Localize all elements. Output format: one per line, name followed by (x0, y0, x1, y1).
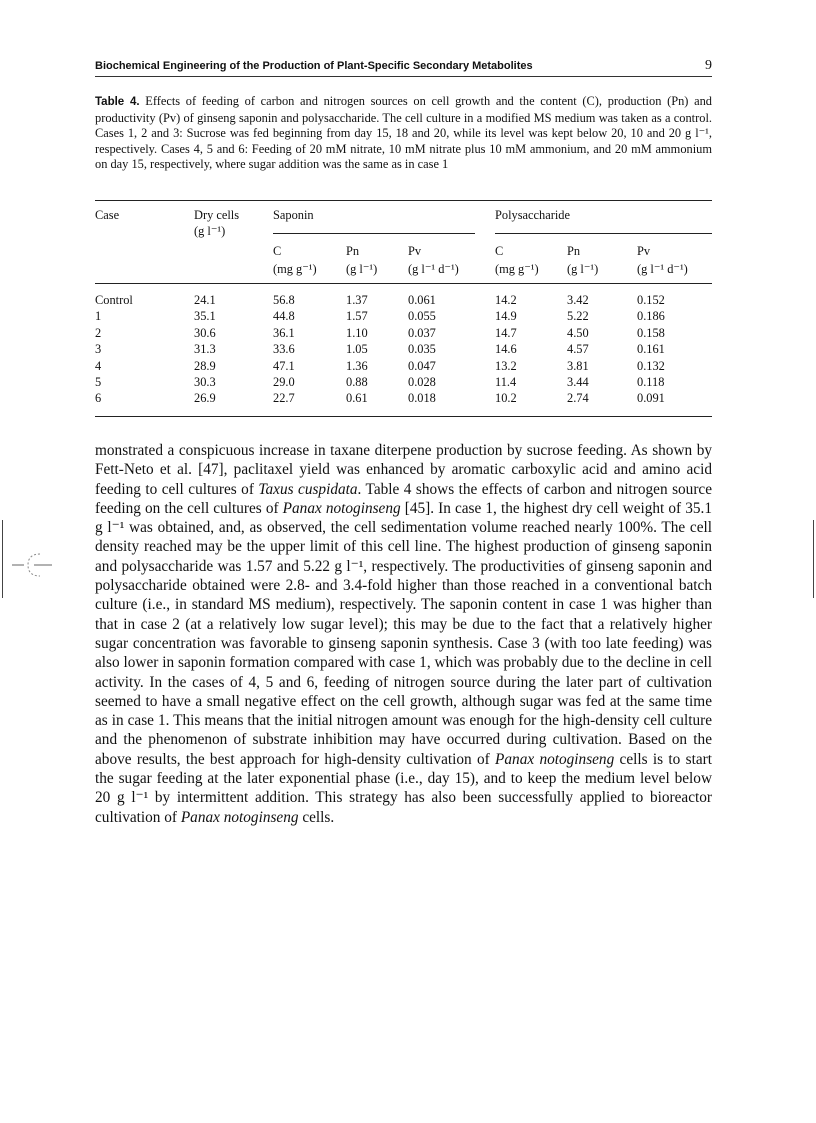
cell-dry-cells: 30.6 (194, 325, 216, 340)
cell-poly-pn: 3.42 (567, 293, 589, 307)
cell-poly-c: 14.9 (495, 309, 517, 324)
cell-poly-pv: 0.091 (637, 391, 665, 406)
cell-dry-cells: 31.3 (194, 342, 216, 357)
running-head (95, 58, 712, 76)
header-saponin-pn: Pn (346, 244, 360, 258)
saponin-rule (273, 233, 475, 234)
data-table (95, 292, 697, 407)
cell-saponin-pn: 1.10 (346, 325, 368, 340)
unit-poly-c: (mg g⁻¹) (495, 262, 539, 276)
cell-saponin-c: 47.1 (273, 358, 295, 373)
cell-saponin-pn: 1.37 (346, 293, 368, 307)
cell-poly-pv: 0.152 (637, 293, 665, 307)
cell-poly-pn: 2.74 (567, 391, 589, 406)
cell-poly-c: 13.2 (495, 358, 517, 373)
unit-saponin-c: (mg g⁻¹) (273, 262, 317, 276)
table-row (95, 325, 697, 341)
cell-poly-pv: 0.186 (637, 309, 665, 324)
species-name: Panax notoginseng (495, 750, 615, 768)
cell-case: 3 (95, 342, 102, 357)
cell-poly-pn: 3.44 (567, 375, 589, 390)
cell-case: 6 (95, 391, 102, 406)
table-row (95, 374, 697, 390)
table-row (95, 292, 697, 308)
polysaccharide-rule (495, 233, 712, 234)
body-text-run: monstrated a conspicuous increase in taxane diterpene production by sucrose feeding. As shown by Fett-Neto et al. [47], paclitaxel yield was enhanced by aromatic carboxylic acid and amino acid feeding to cell cultures of (95, 442, 712, 498)
cell-dry-cells: 28.9 (194, 358, 216, 373)
cell-saponin-c: 22.7 (273, 391, 295, 406)
cell-saponin-c: 36.1 (273, 325, 295, 340)
table-header-rule (95, 283, 712, 284)
crop-mark-icon (12, 548, 52, 578)
cell-case: 1 (95, 309, 102, 324)
unit-saponin-pv: (g l⁻¹ d⁻¹) (408, 262, 459, 276)
cell-poly-pv: 0.118 (637, 375, 665, 390)
cell-saponin-c: 44.8 (273, 309, 295, 324)
body-paragraph (95, 441, 712, 827)
header-dry-cells-unit: (g l⁻¹) (194, 224, 226, 238)
header-rule (95, 76, 712, 77)
table-row (95, 390, 697, 406)
cell-dry-cells: 30.3 (194, 375, 216, 390)
right-margin-bar (813, 520, 814, 598)
cell-saponin-pn: 0.88 (346, 375, 368, 390)
header-poly-pv: Pv (637, 244, 651, 258)
running-head-title: Biochemical Engineering of the Production of Plant-Specific Secondary Metabolites (95, 60, 533, 72)
cell-poly-pv: 0.158 (637, 325, 665, 340)
cell-poly-c: 14.6 (495, 342, 517, 357)
cell-saponin-pv: 0.061 (408, 293, 436, 307)
header-saponin-c: C (273, 244, 282, 258)
header-poly-c: C (495, 244, 504, 258)
table-row (95, 341, 697, 357)
cell-saponin-c: 33.6 (273, 342, 295, 357)
body-text-run: . Table 4 shows the effects of carbon and nitrogen source feeding on the cell cultures of (95, 480, 712, 517)
table-caption (95, 94, 712, 173)
header-case: Case (95, 208, 120, 222)
header-polysaccharide: Polysaccharide (495, 208, 571, 222)
cell-saponin-pv: 0.028 (408, 375, 436, 390)
cell-poly-c: 14.2 (495, 293, 517, 307)
cell-dry-cells: 26.9 (194, 391, 216, 406)
cell-dry-cells: 24.1 (194, 293, 216, 307)
left-margin-bar (2, 520, 3, 598)
cell-saponin-pv: 0.018 (408, 391, 436, 406)
cell-poly-c: 10.2 (495, 391, 517, 406)
table-row (95, 308, 697, 324)
table-top-rule (95, 200, 712, 201)
header-dry-cells: Dry cells (194, 208, 240, 222)
cell-saponin-c: 56.8 (273, 293, 295, 307)
cell-case: Control (95, 293, 133, 307)
cell-poly-c: 11.4 (495, 375, 517, 390)
page-number: 9 (705, 58, 712, 73)
cell-poly-pn: 5.22 (567, 309, 589, 324)
table-row (95, 358, 697, 374)
unit-saponin-pn: (g l⁻¹) (346, 262, 378, 276)
cell-case: 4 (95, 358, 102, 373)
cell-poly-c: 14.7 (495, 325, 517, 340)
cell-dry-cells: 35.1 (194, 309, 216, 324)
cell-saponin-c: 29.0 (273, 375, 295, 390)
header-saponin: Saponin (273, 208, 314, 222)
cell-saponin-pv: 0.047 (408, 358, 436, 373)
cell-saponin-pv: 0.055 (408, 309, 436, 324)
unit-poly-pn: (g l⁻¹) (567, 262, 599, 276)
cell-saponin-pn: 0.61 (346, 391, 368, 406)
species-name: Taxus cuspidata (258, 480, 358, 498)
header-poly-pn: Pn (567, 244, 581, 258)
species-name: Panax notoginseng (180, 808, 299, 826)
species-name: Panax notoginseng (282, 499, 401, 517)
cell-poly-pn: 4.50 (567, 325, 589, 340)
cell-saponin-pn: 1.57 (346, 309, 368, 324)
cell-saponin-pv: 0.037 (408, 325, 436, 340)
cell-poly-pn: 3.81 (567, 358, 589, 373)
body-text-run: cells is to start the sugar feeding at the later exponential phase (i.e., day 15), and to keep the medium level below 20 g l⁻¹ by intermittent addition. This strategy has also been successfully applied to bioreactor cultivation of (95, 750, 712, 826)
cell-poly-pn: 4.57 (567, 342, 589, 357)
cell-poly-pv: 0.161 (637, 342, 665, 357)
cell-case: 5 (95, 375, 102, 390)
header-saponin-pv: Pv (408, 244, 422, 258)
cell-case: 2 (95, 325, 102, 340)
table-caption-text: Effects of feeding of carbon and nitrogen sources on cell growth and the content (C), production (Pn) and productivity (Pv) of ginseng saponin and polysaccharide. The cell culture in a modified MS medium was taken as a control. Cases 1, 2 and 3: Sucrose was fed beginning from day 15, 18 and 20, while its level was kept below 20, 10 and 20 g l⁻¹, respectively. Cases 4, 5 and 6: Feeding of 20 mM nitrate, 10 mM nitrate plus 10 mM ammonium, and 20 mM ammonium on day 15, respectively, where sugar addition was the same as in case 1 (95, 94, 712, 171)
cell-saponin-pv: 0.035 (408, 342, 436, 357)
body-text-run: [45]. In case 1, the highest dry cell weight of 35.1 g l⁻¹ was obtained, and, as observed, the cell sedimentation volume reached nearly 100%. The cell density reached may be the upper limit of this cell line. The highest production of ginseng saponin and polysaccharide was 1.57 and 5.22 g l⁻¹, respectively. The productivities of ginseng saponin and polysaccharide obtained were 2.8- and 3.4-fold higher than those reached in a conventional batch culture (i.e., in standard MS medium), respectively. The saponin content in case 1 was higher than that in case 2 (at a relatively low sugar level); this may be due to the fact that a relatively higher sugar concentration was favorable to ginseng saponin synthesis. Case 3 (with too late feeding) was also lower in saponin formation compared with case 1, which was probably due to the decline in cell activity. In the cases of 4, 5 and 6, feeding of nitrogen source during the later part of cultivation seemed to have a small negative effect on the cell growth, although sugar was fed at the same time as in case 1. This means that the initial nitrogen amount was enough for the high-density cell culture and the phenomenon of substrate inhibition may have occurred during cultivation. Based on the above results, the best approach for high-density cultivation of (95, 499, 713, 768)
cell-saponin-pn: 1.36 (346, 358, 368, 373)
table-label: Table 4. (95, 96, 140, 108)
cell-saponin-pn: 1.05 (346, 342, 368, 357)
unit-poly-pv: (g l⁻¹ d⁻¹) (637, 262, 688, 276)
body-text (95, 441, 712, 827)
cell-poly-pv: 0.132 (637, 358, 665, 373)
body-text-run: cells. (298, 808, 335, 826)
table-bottom-rule (95, 416, 712, 417)
